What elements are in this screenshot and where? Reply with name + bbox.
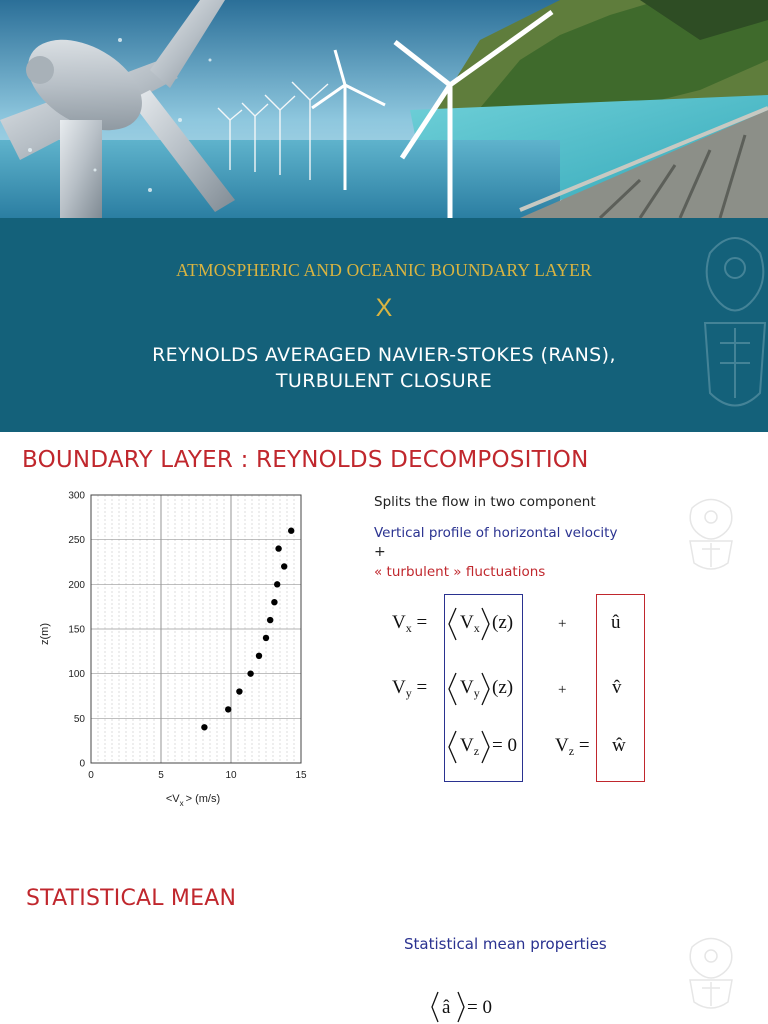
vertical-profile-text: Vertical profile of horizontal velocity [374,525,618,541]
eq-row2-fluctuation: v̂ [612,677,622,698]
eq-row3-rhs: = 0 [492,735,517,756]
chart-data-point [201,724,207,730]
chart-y-axis-label: z(m) [39,623,51,645]
chart-y-tick-label: 300 [68,490,85,502]
hero-image [0,0,768,218]
chart-data-point [247,670,253,676]
eq-row3-equals: = [578,735,590,756]
eq-row1-lhs-sub: x [405,621,412,635]
chart-x-axis-label [166,793,220,808]
chart-data-point [263,635,269,641]
plus-text: + [374,544,386,560]
crest-icon-lower [682,932,740,1010]
eq-row1-mean-sub: x [473,621,480,635]
chart-data-point [288,528,294,534]
chart-data-point [236,688,242,694]
crest-watermark-icon [690,223,768,423]
eq-row3-fluctuation: ŵ [612,735,626,756]
chart-x-axis-label-prefix: <V [165,793,180,805]
chart-x-tick-label: 15 [295,770,307,781]
eq-row1-fluctuation: û [611,612,621,633]
header-title-line1: ATMOSPHERIC AND OCEANIC BOUNDARY LAYER [176,260,592,280]
eq-row1-lhs-symbol: V [392,612,406,633]
header-cross: X [375,294,393,322]
splits-text: Splits the flow in two component [374,494,596,510]
chart-y-tick-label: 200 [68,579,85,591]
eq-row3-mean-sub: z [473,744,480,758]
eq-row2-mean [460,677,480,701]
chart-y-tick-label: 250 [68,535,85,547]
title-band [0,218,768,432]
header-title-line2a: REYNOLDS AVERAGED NAVIER-STOKES (RANS), [152,344,616,366]
eq-row3-lhs-sub: z [568,744,575,758]
eq-row3-lhs [555,735,590,759]
hero-illustration [0,0,768,218]
eq-row1-mean [460,612,480,636]
statistical-mean-properties-text: Statistical mean properties [404,935,607,953]
chart-x-tick-label: 5 [158,770,164,781]
chart-data-point [281,563,287,569]
eq-row1-equals: = [416,612,428,633]
chart-y-tick-label: 100 [68,669,85,681]
eq-row2-arg: (z) [492,677,514,698]
crest-icon-upper [682,493,740,571]
eq-row2-mean-symbol: V [460,677,474,698]
chart-x-tick-label: 0 [88,770,94,781]
eq-row2-lhs-sub: y [405,686,412,700]
eq-row1-lhs [392,612,427,636]
chart-data-point [225,706,231,712]
section-title-reynolds-decomposition: BOUNDARY LAYER : REYNOLDS DECOMPOSITION [22,447,589,473]
chart-x-axis-label-suffix: > (m/s) [185,793,221,805]
eq-row3-mean-symbol: V [460,735,474,756]
eq-row2-lhs [392,677,427,701]
eq-row3-lhs-symbol: V [555,735,569,756]
header-title-line2b: TURBULENT CLOSURE [275,370,493,392]
eq-row2-equals: = [416,677,428,698]
chart-data-point [267,617,273,623]
velocity-profile-chart [30,486,320,816]
eq-row2-plus: + [558,682,567,698]
turbulent-fluctuations-text: « turbulent » fluctuations [374,564,546,580]
eq-row2-mean-sub: y [473,686,480,700]
chart-y-tick-label: 0 [79,758,85,770]
chart-grid [91,495,301,763]
eq-row2-lhs-symbol: V [392,677,406,698]
eq-row1-arg: (z) [492,612,514,633]
eq-row1-mean-symbol: V [460,612,474,633]
mean-formula-inner: â [442,997,451,1018]
chart-data-point [256,653,262,659]
section-title-statistical-mean: STATISTICAL MEAN [26,886,237,911]
eq-row1-plus: + [558,616,567,632]
chart-data-point [275,545,281,551]
chart-data-point [271,599,277,605]
chart-data-point [274,581,280,587]
chart-x-axis-label-sub: x [179,799,184,808]
chart-x-ticks [88,770,307,781]
chart-y-tick-label: 150 [68,624,85,636]
chart-y-tick-label: 50 [73,713,85,725]
chart-y-ticks [68,491,85,770]
eq-row3-mean [460,735,479,759]
header-title-line2 [0,342,768,394]
chart-x-tick-label: 10 [225,770,237,781]
mean-formula-rhs: = 0 [467,997,492,1018]
